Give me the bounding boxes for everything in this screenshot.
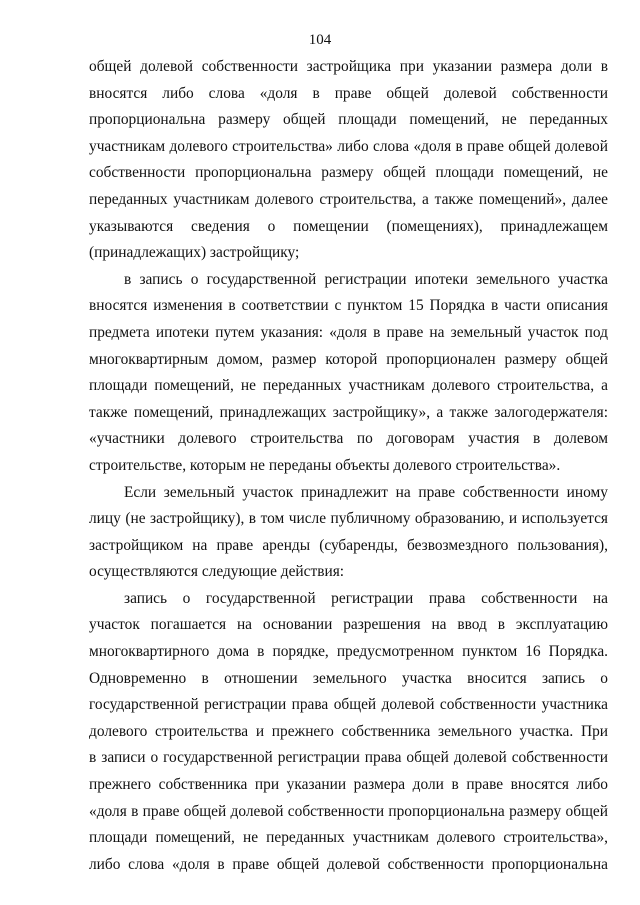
- page-number: 104: [308, 32, 332, 48]
- text-line: участникам долевого строительства» либо слова «доля в праве общей долевой: [89, 137, 608, 155]
- paragraph-3: [89, 480, 608, 586]
- paragraph-2: [89, 267, 608, 480]
- text-line: либо слова «доля в праве общей долевой собственности пропорциональна: [89, 855, 608, 873]
- text-line: Если земельный участок принадлежит на праве собственности иному: [124, 483, 608, 501]
- text-line: переданных участникам долевого строительства, а также помещений», далее: [89, 190, 608, 208]
- text-line: многоквартирным домом, размер которой пропорционален размеру общей: [89, 350, 608, 368]
- text-line: указываются сведения о помещении (помещениях), принадлежащем: [89, 217, 608, 235]
- text-line: площади помещений, не переданных участникам долевого строительства»,: [89, 829, 608, 847]
- text-line: (принадлежащих) застройщику;: [89, 244, 300, 262]
- paragraph-4: [89, 586, 608, 879]
- text-line: государственной регистрации права общей долевой собственности участника: [89, 696, 608, 714]
- text-line: вносятся либо слова «доля в праве общей долевой собственности: [89, 84, 608, 102]
- document-body: [89, 54, 608, 878]
- text-line: участок погашается на основании разрешения на ввод в эксплуатацию: [89, 616, 608, 634]
- text-line: общей долевой собственности застройщика при указании размера доли в: [89, 58, 608, 75]
- text-line: пропорциональна размеру общей площади помещений, не переданных: [89, 111, 608, 129]
- text-line: в записи о государственной регистрации права общей долевой собственности: [89, 749, 608, 767]
- text-line: также помещений, принадлежащих застройщику», а также залогодержателя:: [89, 403, 608, 421]
- text-line: предмета ипотеки путем указания: «доля в праве на земельный участок под: [89, 323, 608, 341]
- text-line: в запись о государственной регистрации ипотеки земельного участка: [124, 270, 608, 288]
- text-line: запись о государственной регистрации права собственности на: [124, 589, 608, 607]
- text-line: осуществляются следующие действия:: [89, 563, 345, 581]
- paragraph-1: [89, 54, 608, 267]
- text-line: лицу (не застройщику), в том числе публичному образованию, и используется: [89, 510, 608, 528]
- text-line: долевого строительства и прежнего собственника земельного участка. При: [89, 722, 608, 740]
- text-line: «доля в праве общей долевой собственности пропорциональна размеру общей: [89, 802, 608, 820]
- text-line: «участники долевого строительства по договорам участия в долевом: [89, 430, 608, 448]
- text-line: Одновременно в отношении земельного участка вносится запись о: [89, 669, 608, 687]
- text-line: площади помещений, не переданных участникам долевого строительства, а: [89, 377, 608, 395]
- text-line: вносятся изменения в соответствии с пунктом 15 Порядка в части описания: [89, 297, 608, 315]
- text-line: собственности пропорциональна размеру общей площади помещений, не: [89, 164, 608, 182]
- text-line: прежнего собственника при указании размера доли в праве вносятся либо: [89, 776, 608, 794]
- text-line: строительстве, которым не переданы объекты долевого строительства».: [89, 456, 561, 474]
- text-line: многоквартирного дома в порядке, предусмотренном пунктом 16 Порядка.: [89, 643, 608, 661]
- text-line: застройщиком на праве аренды (субаренды, безвозмездного пользования),: [89, 536, 608, 554]
